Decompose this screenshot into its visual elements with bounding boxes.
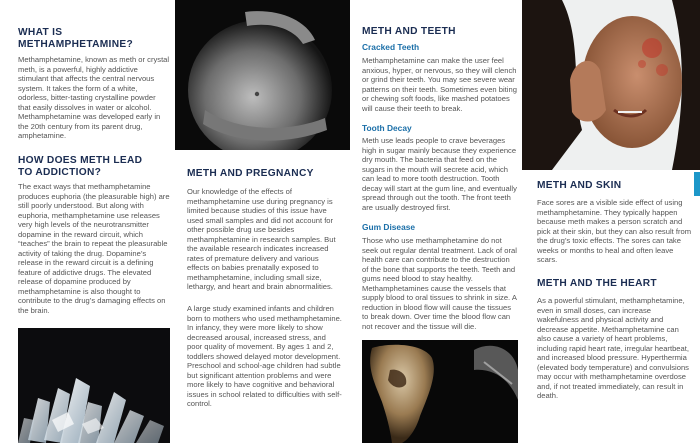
pregnancy-body-1: Our knowledge of the effects of methamphetamine use during pregnancy is limited because studies of this issue have used small samples and did not account for other possible drug use besides methamphetamine in research samples. But the available research indicates increased rates of premature delivery and various effects on babies prenatally exposed to methamphetamine, including small size, lethargy, and heart and brain abnormalities. [187, 187, 336, 291]
panel-skin-heart [522, 0, 700, 443]
subtitle-cracked-teeth: Cracked Teeth [362, 42, 420, 52]
pregnancy-body-2: A large study examined infants and children born to mothers who used methamphetamine. In infancy, they were more likely to show decreased arousal, increased stress, and poor quality of movement. By ages 1 and 2, toddlers showed delayed motor development. Preschool and school-age children had subtle but significant attention problems and were more likely to have cognitive and behavioral issues in school related to difficulties with self-control. [187, 304, 342, 408]
cracked-teeth-body: Methamphetamine can make the user feel anxious, hyper, or nervous, so they will clench or grind their teeth. You may see severe wear patterns on their teeth. Sometimes even biting or chewing soft foods, like mashed potatoes will cause their teeth to break. [362, 56, 517, 113]
band-end-accent [694, 172, 700, 196]
tooth-decay-body: Meth use leads people to crave beverages high in sugar mainly because they experience dry mouth. The bacteria that feed on the sugars in the mouth will secrete acid, which can lead to more tooth destruction. Tooth decay will start at the gum line, and eventually spread through out the tooth. The front teeth are usually destroyed first. [362, 136, 517, 212]
subtitle-tooth-decay: Tooth Decay [362, 123, 412, 133]
crystal-meth-photo [18, 328, 170, 443]
section-title-pregnancy: METH AND PREGNANCY [187, 168, 314, 179]
section-title-addiction: HOW DOES METH LEAD TO ADDICTION? [18, 155, 143, 178]
panel-teeth [350, 0, 522, 443]
subtitle-gum-disease: Gum Disease [362, 222, 416, 232]
what-is-body: Methamphetamine, known as meth or crystal meth, is a powerful, highly addictive stimulant that affects the central nervous system. It takes the form of a white, odorless, bitter-tasting crystalline powder that easily dissolves in water or alcohol. Methamphetamine was developed early in the 20th century from its parent drug, amphetamine. [18, 55, 170, 140]
heart-body: As a powerful stimulant, methamphetamine, even in small doses, can increase wakefulness and physical activity and decrease appetite. Methamphetamine can also cause a variety of heart problems, including rapid heart rate, irregular heartbeat, and increased blood pressure. Hyperthermia (elevated body temperature) and convulsions may occur with methamphetamine overdose and, if not treated immediately, can result in death. [537, 296, 689, 400]
skin-sores-photo [522, 0, 700, 170]
skin-body: Face sores are a visible side effect of using methamphetamine. They typically happen because meth makes a person scratch and pick at their skin, but they can also result from the drug’s toxic effects. The sores can take weeks or months to heal and often leave scars. [537, 198, 692, 264]
section-title-skin: METH AND SKIN [537, 180, 622, 191]
section-title-teeth: METH AND TEETH [362, 26, 456, 37]
section-title-heart: METH AND THE HEART [537, 278, 657, 289]
panel-pregnancy [175, 0, 350, 443]
panel-what-is-meth [0, 0, 175, 443]
pregnant-belly-photo [175, 0, 350, 150]
decayed-tooth-photo [362, 340, 518, 443]
addiction-body: The exact ways that methamphetamine produces euphoria (the pleasurable high) are still poorly understood. But along with euphoria, methamphetamine use releases very high levels of the neurotransmitter dopamine in the reward circuit, which “teaches” the brain to repeat the pleasurable activity of taking the drug. Dopamine’s release in the reward circuit is a defining feature of addictive drugs. The elevated release of dopamine produced by methamphetamine is also thought to contribute to the drug’s damaging effects on the brain. [18, 182, 170, 315]
section-title-what-is: WHAT IS METHAMPHETAMINE? [18, 27, 133, 50]
gum-disease-body: Those who use methamphetamine do not seek out regular dental treatment. Lack of oral health care can contribute to the destruction of the bone that supports the teeth. Teeth and gums need blood to stay healthy. Methamphetamines cause the vessels that supply blood to oral tissues to shrink in size. A reduction in blood flow will cause the tissues to break down. Over time the blood flow can not recover and the tissue will die. [362, 236, 517, 331]
